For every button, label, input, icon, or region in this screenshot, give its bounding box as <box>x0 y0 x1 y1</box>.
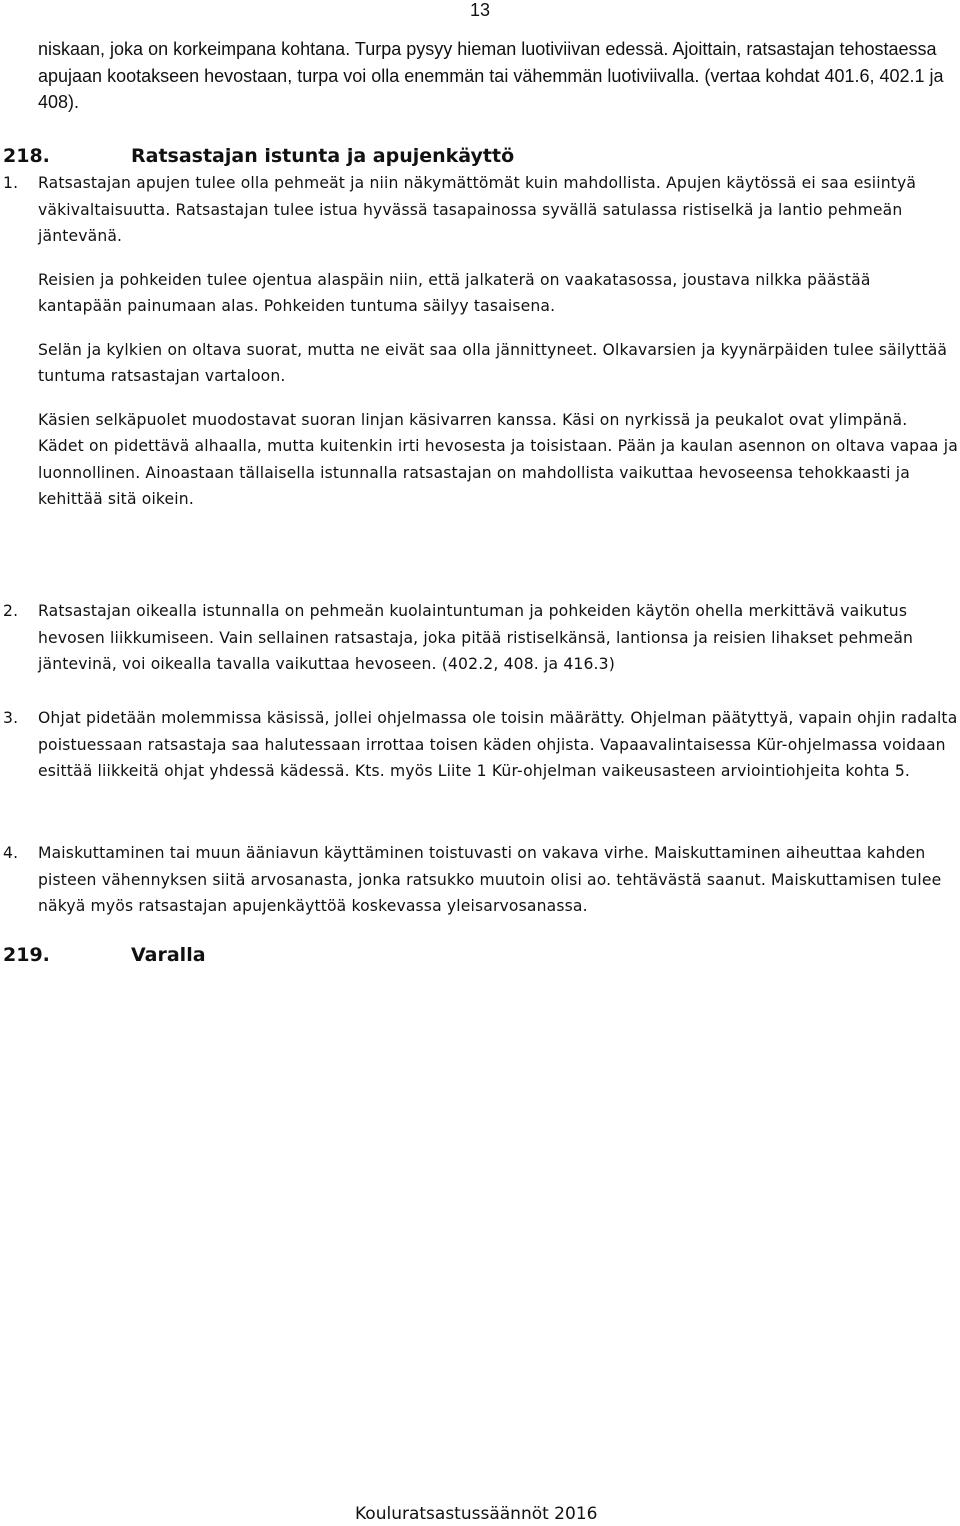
item-marker: 4. <box>3 844 19 862</box>
page-number: 13 <box>470 0 491 20</box>
item-paragraph: Ohjat pidetään molemmissa käsissä, jollei ohjelmassa ole toisin määrätty. Ohjelman päätyttyä, vapain ohjin radalta poistuessaan ratsastaja saa halutessaan irrottaa toisen käden ohjista. Vapaavalintaisessa Kür-ohjelmassa voidaan esittää liikkeitä ohjat yhdessä kädessä. Kts. myös Liite 1 Kür-ohjelman vaikeusasteen arviointiohjeita kohta 5. <box>38 709 958 780</box>
item-marker: 2. <box>3 602 19 620</box>
item-paragraph: Ratsastajan oikealla istunnalla on pehmeän kuolaintuntuman ja pohkeiden käytön ohella merkittävä vaikutus hevosen liikkumiseen. Vain sellainen ratsastaja, joka pitää ristiselkänsä, lantionsa ja reisien lihakset pehmeän jäntevinä, voi oikealla tavalla vaikuttaa hevoseen. (402.2, 408. ja 416.3) <box>38 602 914 673</box>
item-paragraph: Selän ja kylkien on oltava suorat, mutta ne eivät saa olla jännittyneet. Olkavarsien ja kyynärpäiden tulee säilyttää tuntuma ratsastajan vartaloon. <box>38 340 948 385</box>
page-footer: Kouluratsastussäännöt 2016 <box>355 1504 598 1524</box>
item-body <box>38 840 958 937</box>
item-marker: 1. <box>3 174 19 192</box>
intro-paragraph: niskaan, joka on korkeimpana kohtana. Turpa pysyy hieman luotiviivan edessä. Ajoittain, ratsastajan tehostaessa apujaan kootakseen hevostaan, turpa voi olla enemmän tai vähemmän luotiviivalla. (vertaa kohdat 401.6, 402.1 ja 408). <box>38 39 944 112</box>
item-paragraph: Reisien ja pohkeiden tulee ojentua alaspäin niin, että jalkaterä on vaakatasossa, joustava nilkka päästää kantapään painumaan alas. Pohkeiden tuntuma säilyy tasaisena. <box>38 270 871 315</box>
item-body <box>38 598 958 695</box>
item-paragraph: Käsien selkäpuolet muodostavat suoran linjan käsivarren kanssa. Käsi on nyrkissä ja peukalot ovat ylimpänä. Kädet on pidettävä alhaalla, mutta kuitenkin irti hevosesta ja toisistaan. Pään ja kaulan asennon on oltava vapaa ja luonnollinen. Ainoastaan tällaisella istunnalla ratsastajan on mahdollista vaikuttaa hevoseensa tehokkaasti ja kehittää sitä oikein. <box>38 410 958 508</box>
section-number: 219. <box>3 944 50 966</box>
section-title: Ratsastajan istunta ja apujenkäyttö <box>131 145 515 167</box>
item-body <box>38 705 958 802</box>
item-paragraph: Maiskuttaminen tai muun ääniavun käyttäminen toistuvasti on vakava virhe. Maiskuttaminen aiheuttaa kahden pisteen vähennyksen siitä arvosanasta, jonka ratsukko muutoin olisi ao. tehtävästä saanut. Maiskuttamisen tulee näkyä myös ratsastajan apujenkäyttöä koskevassa yleisarvosanassa. <box>38 844 942 915</box>
item-marker: 3. <box>3 709 19 727</box>
section-number: 218. <box>3 145 50 167</box>
item-paragraph: Ratsastajan apujen tulee olla pehmeät ja niin näkymättömät kuin mahdollista. Apujen käytössä ei saa esiintyä väkivaltaisuutta. Ratsastajan tulee istua hyvässä tasapainossa syvällä satulassa ristiselkä ja lantio pehmeän jäntevänä. <box>38 174 917 245</box>
section-title: Varalla <box>131 944 206 966</box>
item-body <box>38 170 958 530</box>
